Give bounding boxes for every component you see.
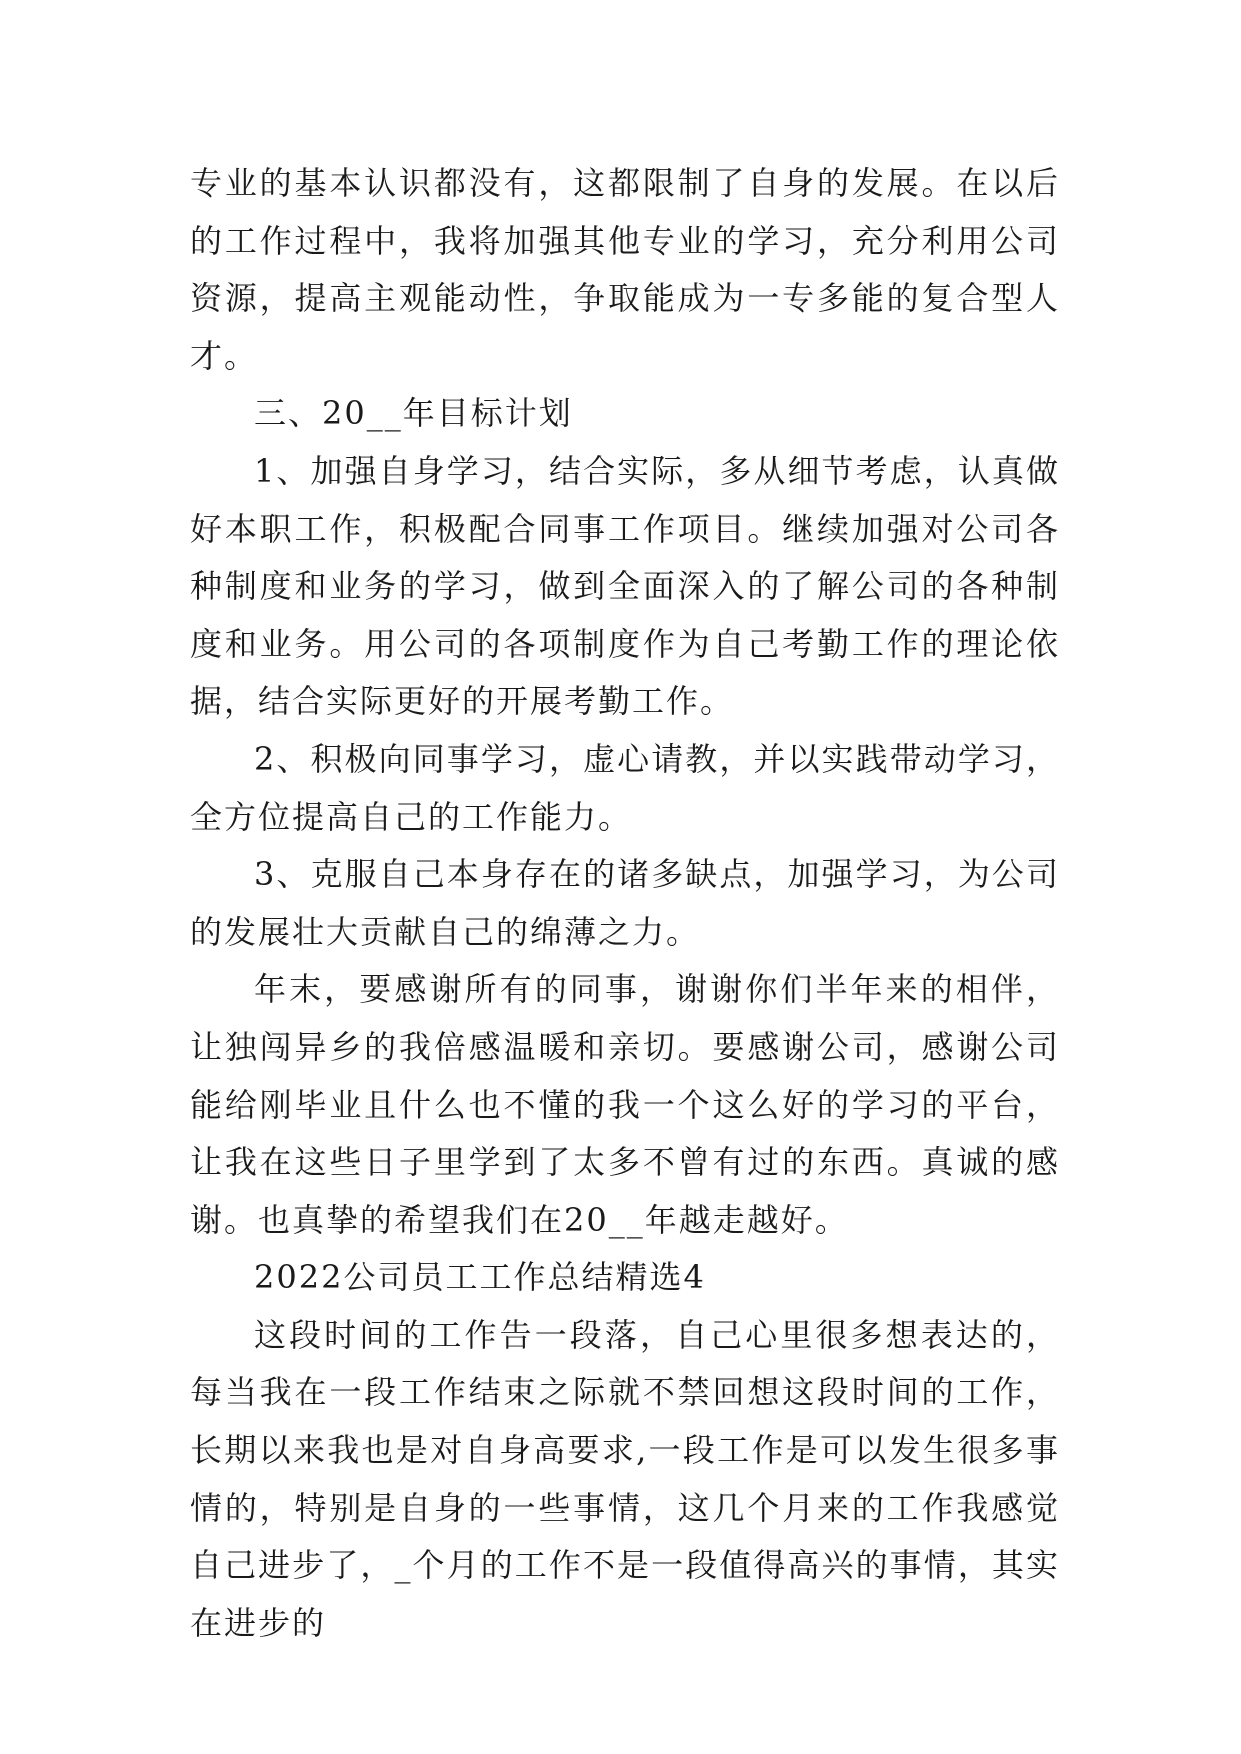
paragraph-thanks: 年末，要感谢所有的同事，谢谢你们半年来的相伴，让独闯异乡的我倍感温暖和亲切。要感谢公司，感谢公司能给刚毕业且什么也不懂的我一个这么好的学习的平台，让我在这些日子里学到了太多不曾有过的东西。真诚的感谢。也真挚的希望我们在20__年越走越好。 xyxy=(190,970,1060,1239)
list-item-2: 2、积极向同事学习，虚心请教，并以实践带动学习，全方位提高自己的工作能力。 xyxy=(190,739,1060,836)
article-title: 2022公司员工工作总结精选4 xyxy=(254,1258,706,1297)
section-heading-goals: 三、20__年目标计划 xyxy=(254,394,573,433)
list-item-1: 1、加强自身学习，结合实际，多从细节考虑，认真做好本职工作，积极配合同事工作项目。继续加强对公司各种制度和业务的学习，做到全面深入的了解公司的各种制度和业务。用公司的各项制度作为自己考勤工作的理论依据，结合实际更好的开展考勤工作。 xyxy=(190,451,1060,721)
document-body xyxy=(190,155,1060,1652)
list-item-3: 3、克服自己本身存在的诸多缺点，加强学习，为公司的发展壮大贡献自己的绵薄之力。 xyxy=(190,855,1060,951)
paragraph-intro: 这段时间的工作告一段落，自己心里很多想表达的，每当我在一段工作结束之际就不禁回想这段时间的工作，长期以来我也是对自身高要求,一段工作是可以发生很多事情的，特别是自身的一些事情，这几个月来的工作我感觉自己进步了，_个月的工作不是一段值得高兴的事情，其实在进步的 xyxy=(190,1315,1060,1642)
paragraph-continuation: 专业的基本认识都没有，这都限制了自身的发展。在以后的工作过程中，我将加强其他专业的学习，充分利用公司资源，提高主观能动性，争取能成为一专多能的复合型人才。 xyxy=(190,164,1060,375)
